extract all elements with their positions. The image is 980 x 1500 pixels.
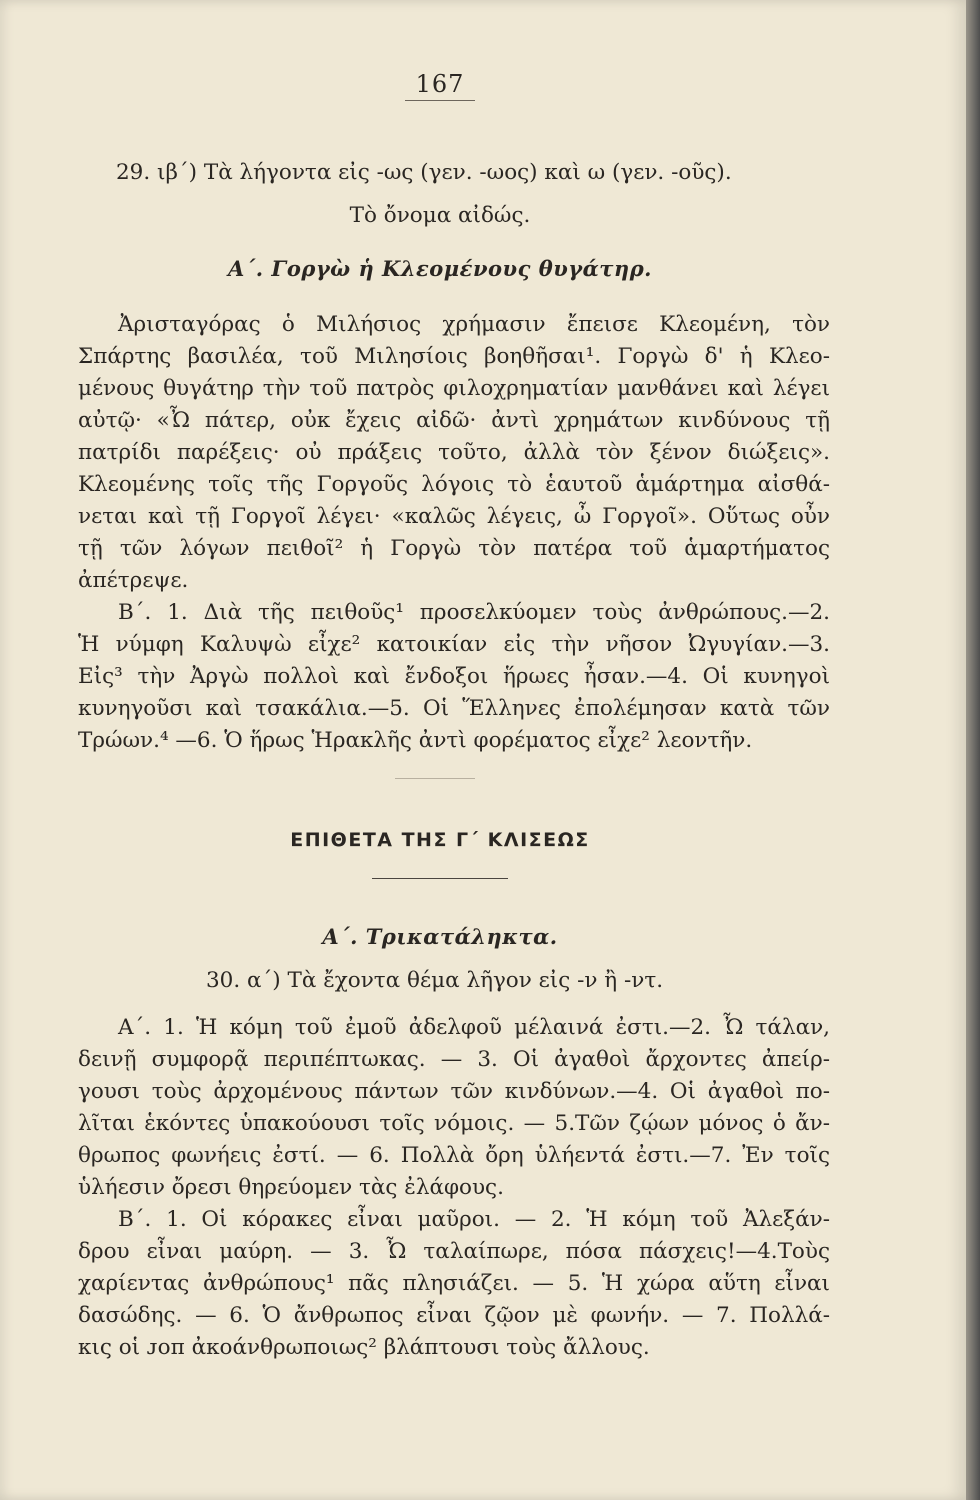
page-number: 167 (415, 70, 465, 98)
section-divider (372, 878, 508, 879)
section-30-heading: 30. α΄) Τὰ ἔχοντα θέμα λῆγον εἰς -ν ἢ -ντ. (206, 968, 664, 993)
story-line: αὐτῷ· «Ὦ πάτερ, οὐκ ἔχεις αἰδῶ· ἀντὶ χρημάτων κινδύνους τῇ (78, 408, 830, 433)
story-line: τῇ τῶν λόγων πειθοῖ² ἡ Γοργὼ τὸν πατέρα τοῦ ἁμαρτήματος (78, 536, 830, 561)
exercise-a-line: θρωπος φωνήεις ἐστί. — 6. Πολλὰ ὄρη ὑλήεντά ἐστι.—7. Ἐν τοῖς (78, 1143, 830, 1168)
page-number-rule (405, 100, 475, 101)
exercise-line: Ἡ νύμφη Καλυψὼ εἶχε² κατοικίαν εἰς τὴν νῆσον Ὠγυγίαν.—3. (78, 632, 830, 657)
section-title: ΕΠΙΘΕΤΑ ΤΗΣ Γ΄ ΚΛΙΣΕΩΣ (290, 829, 590, 851)
exercise-b-line: χαρίεντας ἀνθρώπους¹ πᾶς πλησιάζει. — 5. Ἡ χώρα αὕτη εἶναι (78, 1271, 830, 1296)
exercise-line: Β΄. 1. Διὰ τῆς πειθοῦς¹ προσελκύομεν τοὺς ἀνθρώπους.—2. (118, 600, 830, 625)
story-line: μένους θυγάτηρ τὴν τοῦ πατρὸς φιλοχρηματίαν μανθάνει καὶ λέγει (78, 376, 830, 401)
subsection-title: Α΄. Τρικατάληκτα. (322, 924, 558, 949)
exercise-a-line: λῖται ἑκόντες ὑπακούουσι τοῖς νόμοις. — 5.Τῶν ζῴων μόνος ὁ ἄν- (78, 1111, 830, 1136)
story-line: Ἀρισταγόρας ὁ Μιλήσιος χρήμασιν ἔπεισε Κλεομένη, τὸν (118, 312, 830, 337)
story-line: Σπάρτης βασιλέα, τοῦ Μιλησίοις βοηθῆσαι¹. Γοργὼ δ' ἡ Κλεο- (78, 344, 830, 369)
exercise-b-line: δρου εἶναι μαύρη. — 3. Ὦ ταλαίπωρε, πόσα πάσχεις!—4.Τοὺς (78, 1239, 830, 1264)
exercise-line: κυνηγοῦσι καὶ τσακάλια.—5. Οἱ Ἕλληνες ἐπολέμησαν κατὰ τῶν (78, 696, 830, 721)
exercise-b-line: Β΄. 1. Οἱ κόρακες εἶναι μαῦροι. — 2. Ἡ κόμη τοῦ Ἀλεξάν- (118, 1207, 830, 1232)
exercise-a-line: Α΄. 1. Ἡ κόμη τοῦ ἐμοῦ ἀδελφοῦ μέλαινά ἐστι.—2. Ὦ τάλαν, (118, 1015, 830, 1040)
exercise-line: Τρώων.⁴ —6. Ὁ ἥρως Ἡρακλῆς ἀντὶ φορέματος εἶχε² λεοντῆν. (78, 728, 753, 753)
story-line: Κλεομένης τοῖς τῆς Γοργοῦς λόγοις τὸ ἑαυτοῦ ἁμάρτημα αἰσθά- (78, 472, 830, 497)
section-29-heading: 29. ιβ΄) Τὰ λήγοντα εἰς -ως (γεν. -ωος) καὶ ω (γεν. -οῦς). (116, 160, 732, 185)
exercise-a-line: γουσι τοὺς ἀρχομένους πάντων τῶν κινδύνων.—4. Οἱ ἀγαθοὶ πο- (78, 1079, 830, 1104)
story-line: πατρίδι παρέξεις· οὐ πράξεις τοῦτο, ἀλλὰ τὸν ξένον διώξεις». (78, 440, 830, 465)
exercise-b-line: κις οἱ ᴊοπ ἀκοάνθρωποιως² βλάπτουσι τοὺς ἄλλους. (78, 1335, 650, 1360)
example-noun: Τὸ ὄνομα αἰδώς. (349, 203, 531, 228)
book-edge (966, 0, 980, 1500)
exercise-a-line: δεινῇ συμφορᾷ περιπέπτωκας. — 3. Οἱ ἀγαθοὶ ἄρχοντες ἀπείρ- (78, 1047, 830, 1072)
story-subtitle: Α΄. Γοργὼ ἡ Κλεομένους θυγάτηρ. (228, 256, 652, 281)
story-line: νεται καὶ τῇ Γοργοῖ λέγει· «καλῶς λέγεις, ὦ Γοργοῖ». Οὕτως οὖν (78, 504, 830, 529)
exercise-line: Εἰς³ τὴν Ἀργὼ πολλοὶ καὶ ἔνδοξοι ἥρωες ἦσαν.—4. Οἱ κυνηγοὶ (78, 664, 830, 689)
exercise-a-line: ὑλήεσιν ὄρεσι θηρεύομεν τὰς ἐλάφους. (78, 1175, 504, 1200)
exercise-b-line: δασώδης. — 6. Ὁ ἄνθρωπος εἶναι ζῷον μὲ φωνήν. — 7. Πολλά- (78, 1303, 830, 1328)
faint-divider (395, 778, 475, 779)
story-line: ἀπέτρεψε. (78, 568, 189, 593)
